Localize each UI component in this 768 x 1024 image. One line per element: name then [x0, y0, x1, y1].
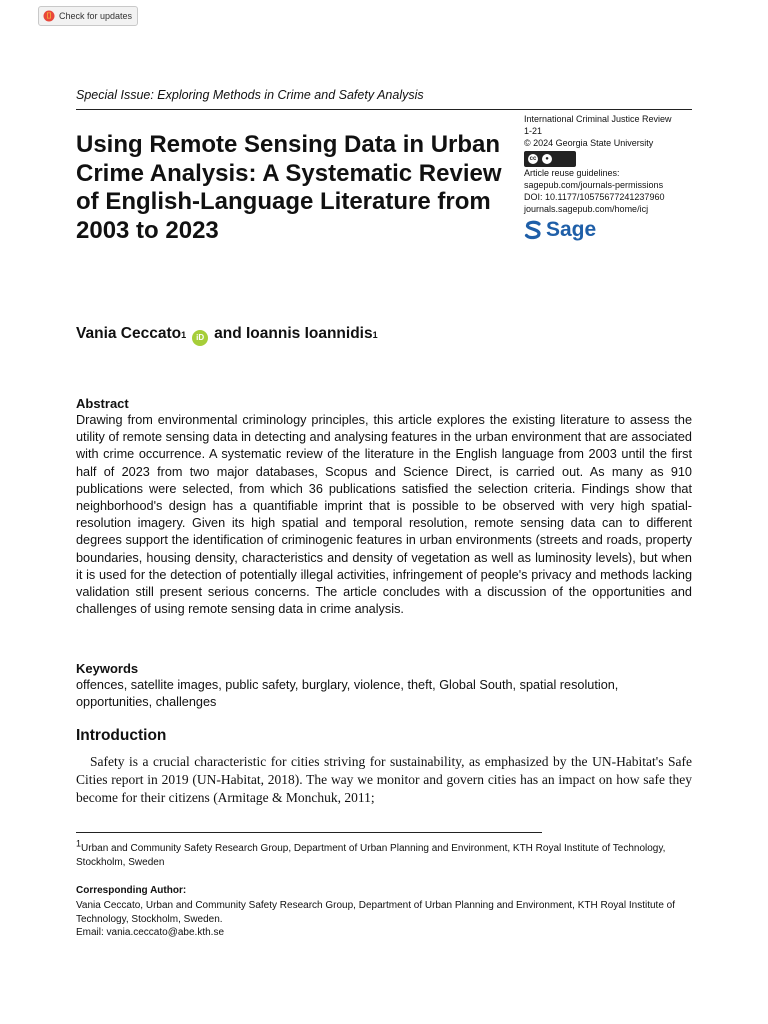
corresponding-email[interactable]: Email: vania.ceccato@abe.kth.se	[76, 927, 225, 938]
special-issue-label: Special Issue: Exploring Methods in Crime and Safety Analysis	[76, 88, 424, 102]
author-name: Ioannis Ioannidis	[246, 325, 373, 342]
journal-meta	[524, 114, 714, 216]
reuse-guidelines-link[interactable]: sagepub.com/journals-permissions	[524, 180, 664, 191]
journal-name: International Criminal Justice Review	[524, 114, 672, 124]
cc-by-license-icon[interactable]: cc ●	[524, 151, 576, 167]
sage-logo	[524, 218, 596, 242]
sage-s-icon	[524, 220, 542, 240]
affiliation-text: Urban and Community Safety Research Group, Department of Urban Planning and Environment, KTH Royal Institute of Technology, Stockholm, Sweden	[76, 843, 666, 868]
abstract-heading: Abstract	[76, 396, 129, 411]
check-for-updates-label: Check for updates	[59, 11, 133, 21]
author-conjunction: and	[214, 325, 242, 342]
introduction-heading: Introduction	[76, 727, 167, 744]
footnote-divider	[76, 832, 542, 833]
keywords-text: offences, satellite images, public safety, burglary, violence, theft, Global South, spatial resolution, opportunities, challenges	[76, 678, 619, 710]
sage-wordmark: Sage	[546, 218, 597, 241]
author-list: Vania Ceccato 1 iD and Ioannis Ioannidis 1	[76, 325, 378, 344]
abstract-text: Drawing from environmental criminology principles, this article explores the existing literature to assess the utility of remote sensing data in detecting and analysing features in the urban environment that are associated with crime occurrence. A systematic review of the literature in the English language from 2003 until the first half of 2023 from two major databases, Scopus and Science Direct, is carried out. As many as 910 publications were selected, from which 36 publications satisfied the selection criteria. Findings show that neighborhood's design has a quantifiable imprint that is possible to be observed with very high spatial-resolution imagery. Given its high spatial and temporal resolution, remote sensing data can to different degrees support the identification of criminogenic features in urban environments (streets and roads, property boundaries, housing density, characteristics and density of vegetation as well as luminosity levels), but when it is used for the detection of potentially illegal activities, infringement of people's privacy and methods lacking validation still present serious concerns. The article concludes with a discussion of the opportunities and challenges of using remote sensing data in crime analysis.	[76, 413, 692, 617]
paper-title: Using Remote Sensing Data in Urban Crime Analysis: A Systematic Review of English-Language Literature from 2003 to 2023	[76, 131, 502, 244]
check-for-updates-button[interactable]	[38, 6, 138, 26]
corresponding-author-block	[76, 899, 696, 940]
author-name: Vania Ceccato	[76, 325, 182, 342]
journal-url-link[interactable]: journals.sagepub.com/home/icj	[524, 203, 649, 214]
copyright-line: © 2024 Georgia State University	[524, 137, 654, 148]
reuse-guidelines-label: Article reuse guidelines:	[524, 168, 620, 179]
update-check-icon	[43, 10, 55, 22]
corresponding-author-heading: Corresponding Author:	[76, 885, 187, 896]
affiliation-marker: 1	[76, 838, 82, 849]
corresponding-author-text: Vania Ceccato, Urban and Community Safety Research Group, Department of Urban Planning and Environment, KTH Royal Institute of Technology, Stockholm, Sweden.	[76, 900, 676, 925]
doi-line[interactable]: DOI: 10.1177/10575677241237960	[524, 191, 665, 202]
affiliation-footnote	[76, 838, 696, 869]
introduction-text: Safety is a crucial characteristic for cities striving for sustainability, as emphasized by the UN-Habitat's Safe Cities report in 2019 (UN-Habitat, 2018). The way we monitor and govern cities has an impact on how safe they become for their citizens (Armitage & Monchuk, 2011;	[76, 754, 692, 805]
keywords-heading: Keywords	[76, 661, 139, 676]
page-range: 1-21	[524, 125, 543, 136]
orcid-icon[interactable]: iD	[192, 330, 208, 346]
header-divider	[76, 109, 692, 110]
